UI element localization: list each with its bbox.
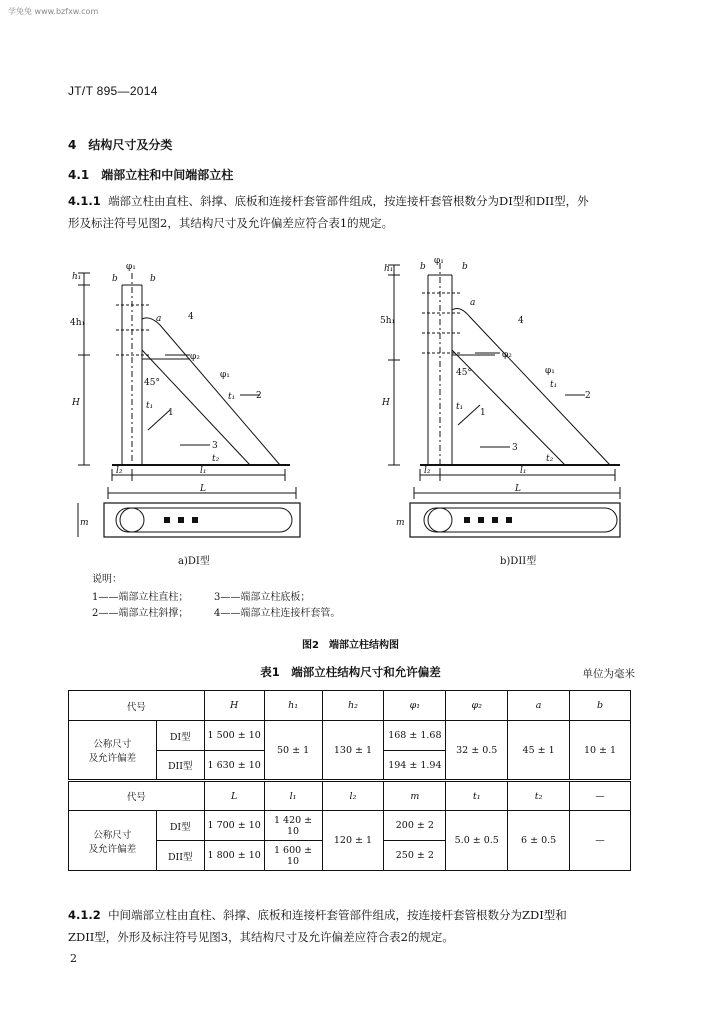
value-cell: 1 630 ± 10 bbox=[204, 751, 264, 781]
header-cell: h₂ bbox=[322, 691, 384, 721]
header-cell: 代号 bbox=[69, 691, 205, 721]
label-b-right: b bbox=[462, 262, 468, 272]
clause-text-line1: 中间端部立柱由直柱、斜撑、底板和连接杆套管部件组成，按连接杆套管根数分为ZDI型和 bbox=[108, 908, 567, 922]
label-H: H bbox=[382, 398, 390, 408]
figure-dii-drawing bbox=[380, 255, 635, 545]
value-cell: 1 600 ± 10 bbox=[264, 841, 322, 871]
table-row bbox=[69, 721, 631, 751]
value-cell: 194 ± 1.94 bbox=[384, 751, 446, 781]
value-cell: 200 ± 2 bbox=[384, 811, 446, 841]
header-cell: t₂ bbox=[508, 781, 570, 811]
label-5h1: 5h₁ bbox=[380, 316, 396, 326]
label-b-left: b bbox=[420, 262, 426, 272]
value-cell: 130 ± 1 bbox=[322, 721, 384, 781]
table-row bbox=[69, 811, 631, 841]
group-label: 公称尺寸 及允许偏差 bbox=[69, 811, 157, 871]
legend-heading: 说明： bbox=[92, 574, 122, 585]
label-h1: h₁ bbox=[384, 264, 394, 274]
label-phi1-top: φ₁ bbox=[126, 262, 136, 272]
label-t1: t₁ bbox=[456, 402, 464, 412]
label-phi2: φ₂ bbox=[502, 350, 512, 360]
value-cell: 250 ± 2 bbox=[384, 841, 446, 871]
value-cell: 32 ± 0.5 bbox=[446, 721, 508, 781]
value-cell: 50 ± 1 bbox=[264, 721, 322, 781]
legend-item-4: 4——端部立柱连接杆套管。 bbox=[214, 608, 341, 619]
label-2: 2 bbox=[585, 391, 591, 401]
header-cell: m bbox=[384, 781, 446, 811]
label-b-right: b bbox=[150, 274, 156, 284]
table-unit: 单位为毫米 bbox=[582, 668, 635, 680]
label-phi2: φ₂ bbox=[190, 352, 200, 362]
value-cell: 10 ± 1 bbox=[570, 721, 631, 781]
label-t1-brace: t₁ bbox=[550, 380, 558, 390]
label-m: m bbox=[396, 518, 405, 528]
label-45deg: 45° bbox=[456, 368, 472, 378]
header-cell: φ₂ bbox=[446, 691, 508, 721]
page-number: 2 bbox=[70, 952, 77, 965]
value-cell: — bbox=[570, 811, 631, 871]
clause-4-1-1 bbox=[68, 190, 634, 234]
label-4: 4 bbox=[518, 316, 524, 326]
label-phi1: φ₁ bbox=[220, 370, 230, 380]
header-cell: a bbox=[508, 691, 570, 721]
standard-number: JT/T 895—2014 bbox=[68, 84, 158, 98]
type-cell: DII型 bbox=[156, 841, 204, 871]
clause-text-line2: 形及标注符号见图2，其结构尺寸及允许偏差应符合表1的规定。 bbox=[68, 216, 394, 230]
label-t1: t₁ bbox=[146, 401, 154, 411]
subsection-heading: 4.1 端部立柱和中间端部立柱 bbox=[68, 168, 234, 182]
header-cell: h₁ bbox=[264, 691, 322, 721]
legend-item-3: 3——端部立柱底板； bbox=[214, 592, 311, 603]
label-m: m bbox=[80, 518, 89, 528]
clause-number: 4.1.1 bbox=[68, 194, 101, 208]
label-t1-brace: t₁ bbox=[228, 392, 236, 402]
label-2: 2 bbox=[256, 391, 262, 401]
label-3: 3 bbox=[512, 443, 518, 453]
legend-item-1: 1——端部立柱直柱； bbox=[92, 592, 189, 603]
type-cell: DI型 bbox=[156, 721, 204, 751]
label-h1: h₁ bbox=[72, 272, 82, 282]
label-H: H bbox=[72, 398, 80, 408]
header-cell: — bbox=[570, 781, 631, 811]
watermark: 学兔兔 www.bzfxw.com bbox=[8, 7, 99, 16]
value-cell: 45 ± 1 bbox=[508, 721, 570, 781]
header-cell: b bbox=[570, 691, 631, 721]
value-cell: 1 800 ± 10 bbox=[204, 841, 264, 871]
label-t2: t₂ bbox=[212, 454, 220, 464]
value-cell: 120 ± 1 bbox=[322, 811, 384, 871]
figure-title: 图2 端部立柱结构图 bbox=[302, 640, 399, 651]
label-a: a bbox=[470, 298, 476, 308]
table-header-row-2 bbox=[69, 781, 631, 811]
section-heading: 4 结构尺寸及分类 bbox=[68, 138, 173, 152]
clause-4-1-2 bbox=[68, 904, 634, 948]
value-cell: 1 420 ± 10 bbox=[264, 811, 322, 841]
caption-dii: b)DII型 bbox=[500, 556, 537, 567]
label-1: 1 bbox=[168, 408, 174, 418]
clause-text-line1: 端部立柱由直柱、斜撑、底板和连接杆套管部件组成，按连接杆套管根数分为DI型和DII型，外 bbox=[108, 194, 589, 208]
label-l1: l₁ bbox=[200, 466, 207, 476]
header-cell: L bbox=[204, 781, 264, 811]
label-1: 1 bbox=[480, 408, 486, 418]
label-4: 4 bbox=[188, 312, 194, 322]
header-cell: l₂ bbox=[322, 781, 384, 811]
table-1 bbox=[68, 690, 631, 871]
value-cell: 1 700 ± 10 bbox=[204, 811, 264, 841]
label-phi1: φ₁ bbox=[545, 366, 555, 376]
header-cell: 代号 bbox=[69, 781, 205, 811]
header-cell: t₁ bbox=[446, 781, 508, 811]
label-L: L bbox=[515, 484, 521, 494]
group-label: 公称尺寸 及允许偏差 bbox=[69, 721, 157, 781]
label-l2: l₂ bbox=[424, 466, 431, 476]
type-cell: DII型 bbox=[156, 751, 204, 781]
label-L: L bbox=[200, 484, 206, 494]
figure-di-drawing bbox=[70, 255, 320, 545]
label-l1: l₁ bbox=[520, 466, 527, 476]
label-a: a bbox=[156, 314, 162, 324]
value-cell: 5.0 ± 0.5 bbox=[446, 811, 508, 871]
clause-number: 4.1.2 bbox=[68, 908, 101, 922]
legend-item-2: 2——端部立柱斜撑； bbox=[92, 608, 189, 619]
header-cell: φ₁ bbox=[384, 691, 446, 721]
label-3: 3 bbox=[212, 441, 218, 451]
label-t2: t₂ bbox=[546, 454, 554, 464]
header-cell: l₁ bbox=[264, 781, 322, 811]
clause-text-line2: ZDII型，外形及标注符号见图3，其结构尺寸及允许偏差应符合表2的规定。 bbox=[68, 930, 454, 944]
label-phi1-top: φ₁ bbox=[434, 256, 444, 266]
header-cell: H bbox=[204, 691, 264, 721]
table-header-row-1 bbox=[69, 691, 631, 721]
type-cell: DI型 bbox=[156, 811, 204, 841]
value-cell: 1 500 ± 10 bbox=[204, 721, 264, 751]
table-title: 表1 端部立柱结构尺寸和允许偏差 bbox=[260, 665, 441, 679]
label-45deg: 45° bbox=[144, 378, 160, 388]
value-cell: 168 ± 1.68 bbox=[384, 721, 446, 751]
label-4h1: 4h₁ bbox=[70, 318, 86, 328]
label-l2: l₂ bbox=[116, 466, 123, 476]
value-cell: 6 ± 0.5 bbox=[508, 811, 570, 871]
label-b-left: b bbox=[112, 274, 118, 284]
caption-di: a)DI型 bbox=[178, 556, 210, 567]
